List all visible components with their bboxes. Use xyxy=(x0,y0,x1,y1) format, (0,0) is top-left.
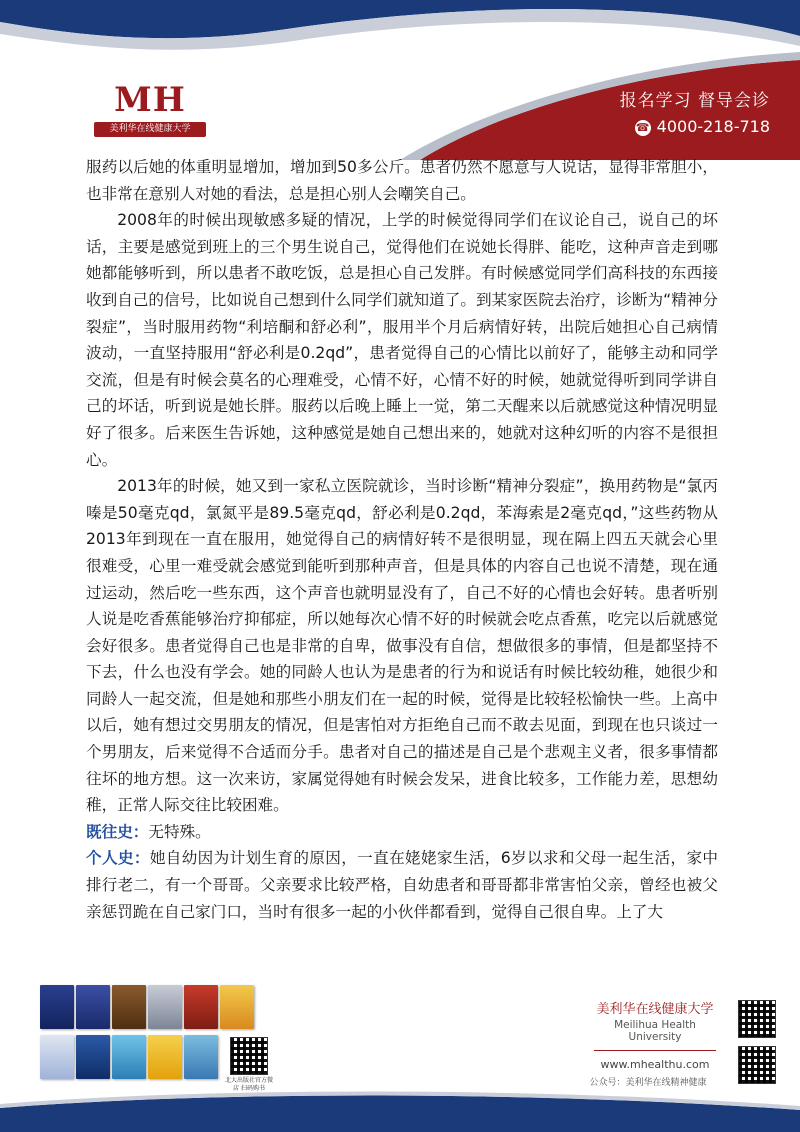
header-slogan: 报名学习 督导会诊 xyxy=(619,91,770,111)
logo xyxy=(94,66,206,152)
personal-history-text: 她自幼因为计划生育的原因，一直在姥姥家生活，6岁以求和父母一起生活，家中排行老二，有一个哥哥。父亲要求比较严格，自幼患者和哥哥都非常害怕父亲，曾经也被父亲惩罚跪在自己家门口，当时有很多一起的小伙伴都看到，觉得自己很自卑。上了大 xyxy=(86,849,718,921)
book-cover-icon xyxy=(220,985,254,1029)
brand-name-cn: 美利华在线健康大学 xyxy=(596,1002,714,1017)
paragraph: 2013年的时候，她又到一家私立医院就诊，当时诊断“精神分裂症”，换用药物是“氯丙嗪是50毫克qd，氯氮平是89.5毫克qd，舒必利是0.2qd，苯海索是2毫克qd，”这些药物从2013年到现在一直在服用，她觉得自己的病情好转不是很明显，现在隔上四五天就会心里很难受，心里一难受就会感觉到能听到那种声音，但是具体的内容自己也说不清楚，现在通过运动，然后吃一些东西，这个声音也就明显没有了，自己不好的心情也会好转。患者听别人说是吃香蕉能够治疗抑郁症，所以她每次心情不好的时候就会吃点香蕉，吃完以后就感觉会好很多。患者觉得自己也是非常的自卑，做事没有自信，想做很多的事情，但是都坚持不下去，什么也没有学会。她的同龄人也认为是患者的行为和说话有时候比较幼稚，她很少和同龄人一起交流，但是她和那些小朋友们在一起的时候，觉得是比较轻松愉快一些。上高中以后，她有想过交男朋友的情况，但是害怕对方拒绝自己而不敢去见面，到现在也只谈过一个男朋友，后来觉得不合适而分手。患者对自己的描述是自己是个悲观主义者，很多事情都往坏的地方想。这一次来访，家属觉得她有时候会发呆，进食比较多，工作能力差，思想幼稚，正常人际交往比较困难。 xyxy=(86,477,718,815)
past-history-text: 无特殊。 xyxy=(148,822,211,841)
footer-book-gallery xyxy=(40,985,460,1092)
paragraph: 服药以后她的体重明显增加，增加到50多公斤。患者仍然不愿意与人说话，显得非常胆小，也非常在意别人对她的看法，总是担心别人会嘲笑自己。 xyxy=(86,158,718,203)
qr-code-icon xyxy=(230,1037,268,1075)
book-cover-icon xyxy=(76,985,110,1029)
past-history-label: 既往史： xyxy=(86,822,149,841)
book-cover-icon xyxy=(40,985,74,1029)
book-cover-icon xyxy=(184,1035,218,1079)
brand-wechat: 公众号：美利华在线精神健康 xyxy=(589,1078,707,1088)
brand-divider xyxy=(594,1050,716,1051)
header-contact xyxy=(620,86,770,136)
book-cover-icon xyxy=(40,1035,74,1079)
phone-number: 4000-218-718 xyxy=(656,117,770,136)
book-cover-icon xyxy=(148,1035,182,1079)
book-cover-icon xyxy=(112,985,146,1029)
paragraph: 2008年的时候出现敏感多疑的情况，上学的时候觉得同学们在议论自己，说自己的坏话，主要是感觉到班上的三个男生说自己，觉得他们在说她长得胖、能吃，这种声音走到哪她都能够听到，所以患者不敢吃饭，总是担心自己发胖。有时候感觉同学们高科技的东西接收到自己的信号，比如说自己想到什么同学们就知道了。到某家医院去治疗，诊断为“精神分裂症”，当时服用药物“利培酮和舒必利”，服用半个月后病情好转，出院后她担心自己病情波动，一直坚持服用“舒必利是0.2qd”，患者觉得自己的心情比以前好了，能够主动和同学交流，但是有时候会莫名的心理难受，心情不好，心情不好的时候，她就觉得听到同学讲自己的坏话，听到说是她长胖。服药以后晚上睡上一觉，第二天醒来以后就感觉这种情况明显好了很多。后来医生告诉她，这种感觉是她自己想出来的，她就对这种幻听的内容不是很担心。 xyxy=(86,211,718,469)
book-cover-icon xyxy=(112,1035,146,1079)
phone-icon: ☎ xyxy=(635,121,650,134)
document-body xyxy=(86,154,718,925)
qr-caption: 北大出版社官方微店 扫码购书 xyxy=(224,1077,273,1092)
personal-history xyxy=(86,845,718,925)
qr-code-icon xyxy=(738,1000,776,1038)
qr-code-icon xyxy=(738,1046,776,1084)
logo-mark: MH xyxy=(114,80,186,120)
footer-brand xyxy=(590,998,720,1088)
book-cover-icon xyxy=(148,985,182,1029)
footer-wave xyxy=(0,1090,800,1132)
header-phone xyxy=(620,117,770,136)
personal-history-label: 个人史： xyxy=(86,849,150,868)
brand-name-en: Meilihua Health University xyxy=(614,1019,696,1043)
brand-url: www.mhealthu.com xyxy=(600,1058,710,1071)
logo-ribbon: 美利华在线健康大学 xyxy=(94,122,206,137)
past-history xyxy=(86,819,718,846)
book-cover-icon xyxy=(184,985,218,1029)
book-cover-icon xyxy=(76,1035,110,1079)
